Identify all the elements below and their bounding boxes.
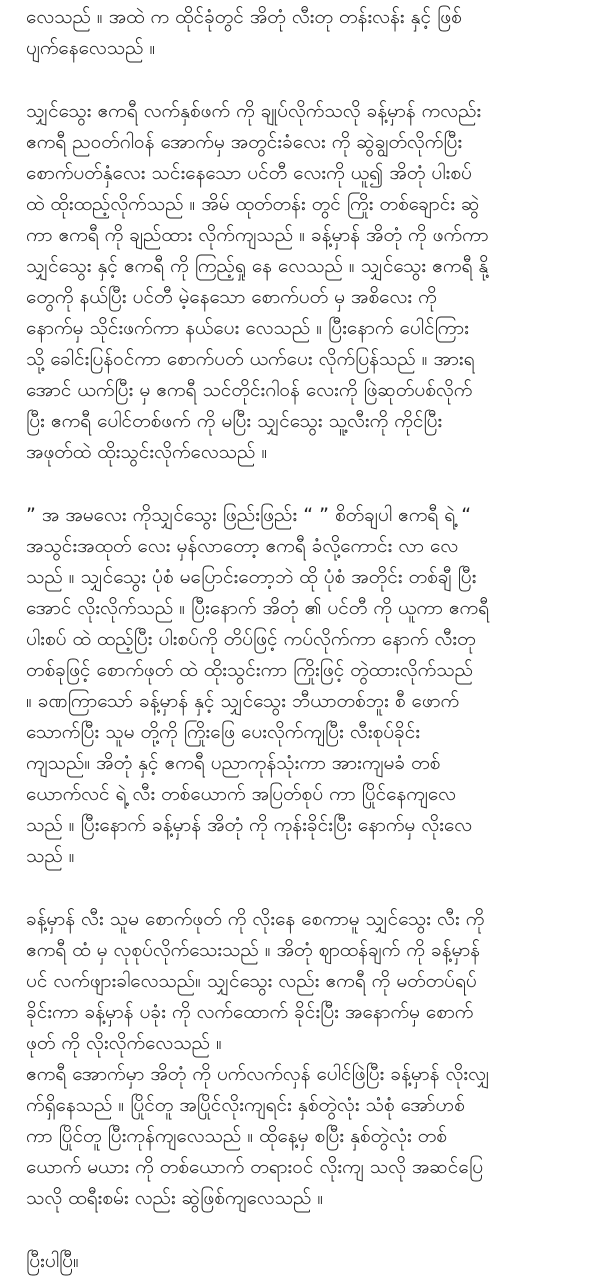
text-line: လေသည် ။ အထဲ က ထိုင်ခုံတွင် အိတုံ လီးတု တန်းလန်း နှင့် ဖြစ် bbox=[26, 6, 462, 28]
text-line: ပါးစပ် ထဲ ထည့်ပြီး ပါးစပ်ကို တိပ်ဖြင့် ကပ်လိုက်ကာ နောက် လီးတု bbox=[26, 628, 476, 650]
text-line: ဧကရီ ညဝတ်ဂါဝန် အောက်မှ အတွင်းခံလေး ကို ဆွဲချွတ်လိုက်ပြီး bbox=[26, 131, 463, 153]
paragraph-2 bbox=[26, 96, 574, 468]
text-line: ” အ အမလေး ကိုသျှင်သွေး ဖြည်းဖြည်း “ ” စိတ်ချပါ ဧကရီ ရဲ့ “ bbox=[26, 504, 472, 526]
text-line: သောက်ပြီး သူမ တို့ကို ကြိုးဖြေ ပေးလိုက်ကျပြီး လီးစုပ်ခိုင်း bbox=[26, 721, 421, 743]
text-line: နောက်မှ သိုင်းဖက်ကာ နယ်ပေး လေသည် ။ ပြီးနောက် ပေါင်ကြား bbox=[26, 317, 469, 339]
text-line: ပင် လက်ဖျားခါလေသည်။ သျှင်သွေး လည်း ဧကရီ ကို မတ်တပ်ရပ် bbox=[26, 970, 477, 992]
text-line: တွေကို နယ်ပြီး ပင်တီ မဲ့နေသော စောက်ပတ် မှ အစိလေး ကို bbox=[26, 286, 437, 308]
text-line: က်ရှိနေသည် ။ ပြိုင်တူ အပြိုင်လိုးကျရင်း နှစ်တွဲလုံး သံစုံ အော်ဟစ် bbox=[26, 1094, 465, 1116]
paragraph-1 bbox=[26, 2, 574, 64]
text-line: သျှင်သွေး ဧကရီ လက်နှစ်ဖက် ကို ချုပ်လိုက်သလို ခန့်မှာန် ကလည်း bbox=[26, 100, 482, 122]
text-line: သည် ။ bbox=[26, 845, 75, 867]
text-line: ပျက်နေလေသည် ။ bbox=[26, 37, 156, 59]
text-line: ခန့်မှာန် လီး သူမ စောက်ဖုတ် ကို လိုးနေ စေကာမူ သျှင်သွေး လီး ကို bbox=[26, 908, 485, 930]
text-line: အသွင်းအထုတ် လေး မှန်လာတော့ ဧကရီ ခံလို့ကောင်း လာ လေ bbox=[26, 535, 459, 557]
text-line: ယောက် မယား ကို တစ်ယောက် တရားဝင် လိုးကျ သလို အဆင်ပြေ bbox=[26, 1156, 484, 1178]
text-line: ပြီး ဧကရီ ပေါင်တစ်ဖက် ကို မပြီး သျှင်သွေး သူ့လီးကို ကိုင်ပြီး bbox=[26, 410, 443, 432]
text-line: ဧကရီ ထံ မှ လုစုပ်လိုက်သေးသည် ။ အိတုံ ဈာထန်ချက် ကို ခန့်မှာန် bbox=[26, 939, 480, 961]
paragraph-4 bbox=[26, 904, 574, 1059]
ending-text: ပြီးပါပြီ။ bbox=[26, 1250, 79, 1272]
text-line: ။ ခဏကြာသော် ခန့်မှာန် နှင့် သျှင်သွေး ဘီယာတစ်ဘူး စီ ဖောက် bbox=[26, 690, 460, 712]
text-line: စောက်ပတ်နှံလေး သင်းနေသော ပင်တီ လေးကို ယူ၍ အိတုံ ပါးစပ် bbox=[26, 162, 472, 184]
text-line: တစ်ခုဖြင့် စောက်ဖုတ် ထဲ ထိုးသွင်းကာ ကြိုးဖြင့် တွဲထားလိုက်သည် bbox=[26, 659, 473, 681]
paragraph-5 bbox=[26, 1059, 574, 1214]
text-line: အောင် ယက်ပြီး မှ ဧကရီ သင်တိုင်းဂါဝန် လေးကို ဖြဲဆုတ်ပစ်လိုက် bbox=[26, 379, 473, 401]
text-line: သည် ။ ပြီးနောက် ခန့်မှာန် အိတုံ ကို ကုန်းခိုင်းပြီး နောက်မှ လိုးလေ bbox=[26, 814, 473, 836]
text-line: အောင် လိုးလိုက်သည် ။ ပြီးနောက် အိတုံ ၏ ပင်တီ ကို ယူကာ ဧကရီ bbox=[26, 597, 490, 619]
text-line: သလို ထရီးစမ်း လည်း ဆွဲဖြစ်ကျလေသည် ။ bbox=[26, 1187, 324, 1209]
text-line: သျှင်သွေး နှင့် ဧကရီ ကို ကြည့်ရှု နေ လေသည် ။ သျှင်သွေး ဧကရီ နို့ bbox=[26, 255, 489, 277]
text-line: အဖုတ်ထဲ ထိုးသွင်းလိုက်လေသည် ။ bbox=[26, 441, 268, 463]
text-line: သို့ ခေါင်းပြန်ဝင်ကာ စောက်ပတ် ယက်ပေး လိုက်ပြန်သည် ။ အားရ bbox=[26, 348, 475, 370]
text-line: ဖုတ် ကို လိုးလိုက်လေသည် ။ bbox=[26, 1032, 222, 1054]
text-line: ယောက်လင် ရဲ့ လီး တစ်ယောက် အပြတ်စုပ် ကာ ပြိုင်နေကျလေ bbox=[26, 783, 456, 805]
text-line: ဧကရီ အောက်မှာ အိတုံ ကို ပက်လက်လှန် ပေါင်ဖြဲပြီး ခန့်မှာန် လိုးလျှ bbox=[26, 1063, 490, 1085]
text-line: ကျသည်။ အိတုံ နှင့် ဧကရီ ပညာကုန်သုံးကာ အားကျမခံ တစ် bbox=[26, 752, 441, 774]
text-line: သည် ။ သျှင်သွေး ပုံစံ မပြောင်းတော့ဘဲ ထို ပုံစံ အတိုင်း တစ်ချီ ပြီး bbox=[26, 566, 477, 588]
paragraph-end bbox=[26, 1246, 574, 1277]
text-line: ထဲ ထိုးထည့်လိုက်သည် ။ အိမ် ထုတ်တန်း တွင် ကြိုး တစ်ချောင်း ဆွဲ bbox=[26, 193, 480, 215]
text-line: ခိုင်းကာ ခန့်မှာန် ပခုံး ကို လက်ထောက် ခိုင်းပြီး အနောက်မှ စောက် bbox=[26, 1001, 474, 1023]
text-line: ကာ ဧကရီ ကို ချည်ထား လိုက်ကျသည် ။ ခန့်မှာန် အိတုံ ကို ဖက်ကာ bbox=[26, 224, 489, 246]
paragraph-3 bbox=[26, 500, 574, 872]
text-line: ကာ ပြိုင်တူ ပြီးကုန်ကျလေသည် ။ ထိုနေ့မှ စပြီး နှစ်တွဲလုံး တစ် bbox=[26, 1125, 447, 1147]
